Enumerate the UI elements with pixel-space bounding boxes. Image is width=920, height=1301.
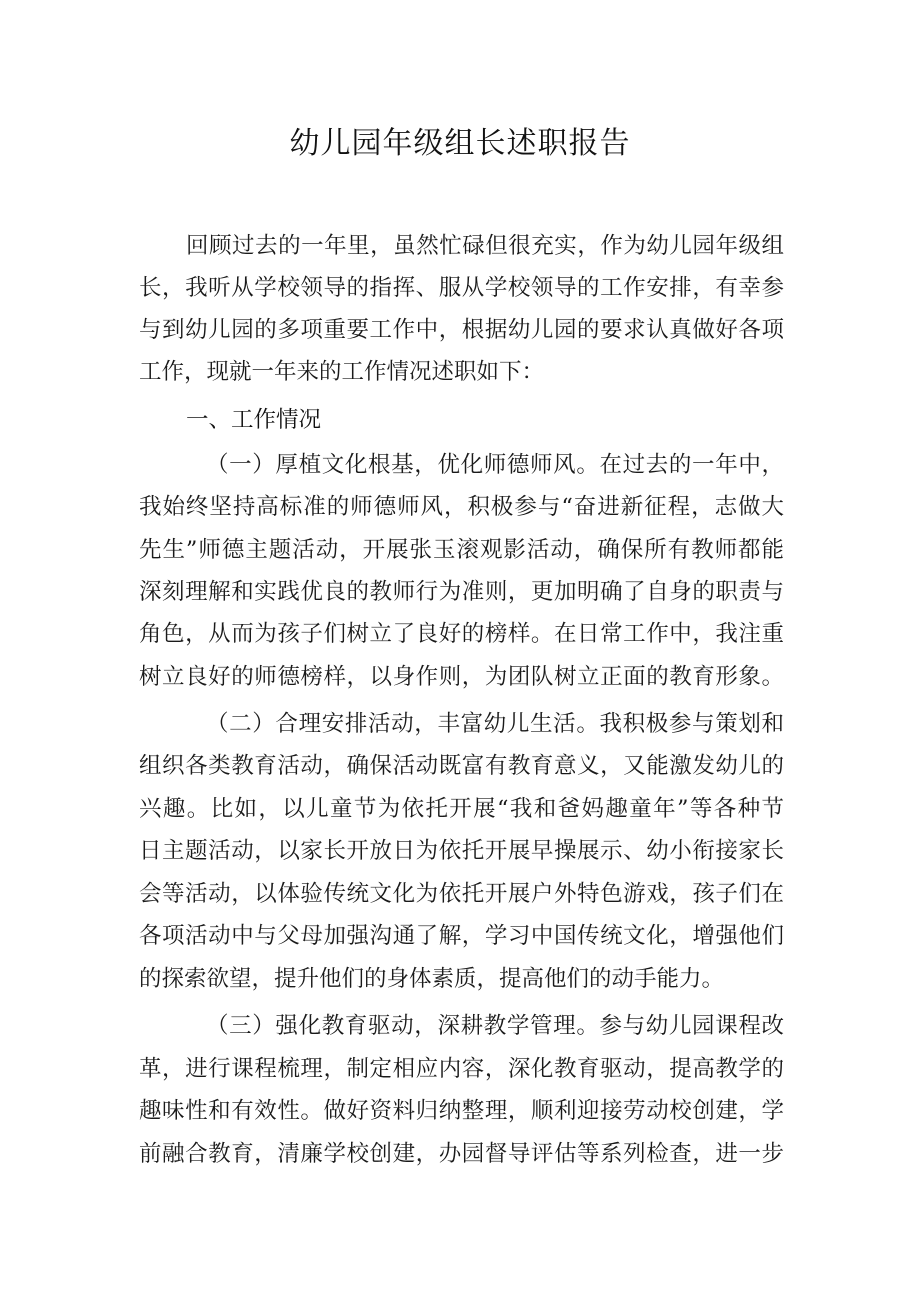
para2-line-3: 兴趣。比如，以儿童节为依托开展“我和爸妈趣童年”等各种节 bbox=[139, 796, 784, 822]
para3-line-4: 前融合教育，清廉学校创建，办园督导评估等系列检查，进一步 bbox=[139, 1141, 784, 1167]
document-title: 幼儿园年级组长述职报告 bbox=[289, 126, 631, 161]
intro-line-3: 与到幼儿园的多项重要工作中，根据幼儿园的要求认真做好各项 bbox=[139, 317, 784, 343]
intro-line-4: 工作，现就一年来的工作情况述职如下： bbox=[139, 359, 545, 385]
para2-line-2: 组织各类教育活动，确保活动既富有教育意义，又能激发幼儿的 bbox=[139, 753, 784, 779]
para1-line-1: （一）厚植文化根基，优化师德师风。在过去的一年中， bbox=[206, 452, 784, 478]
para1-line-6: 树立良好的师德榜样，以身作则，为团队树立正面的教育形象。 bbox=[139, 664, 784, 690]
section-heading: 一、工作情况 bbox=[186, 407, 322, 433]
para3-line-2: 革，进行课程梳理，制定相应内容，深化教育驱动，提高教学的 bbox=[139, 1056, 784, 1082]
para2-line-7: 的探索欲望，提升他们的身体素质，提高他们的动手能力。 bbox=[139, 966, 725, 992]
para1-line-5: 角色，从而为孩子们树立了良好的榜样。在日常工作中，我注重 bbox=[139, 621, 784, 647]
para3-line-1: （三）强化教育驱动，深耕教学管理。参与幼儿园课程改 bbox=[206, 1013, 784, 1039]
intro-line-2: 长，我听从学校领导的指挥、服从学校领导的工作安排，有幸参 bbox=[139, 275, 784, 301]
para3-line-3: 趣味性和有效性。做好资料归纳整理，顺利迎接劳动校创建，学 bbox=[139, 1098, 784, 1124]
para1-line-4: 深刻理解和实践优良的教师行为准则，更加明确了自身的职责与 bbox=[139, 579, 784, 605]
para2-line-6: 各项活动中与父母加强沟通了解，学习中国传统文化，增强他们 bbox=[139, 923, 784, 949]
para1-line-3: 先生”师德主题活动，开展张玉滚观影活动，确保所有教师都能 bbox=[139, 537, 784, 563]
para2-line-1: （二）合理安排活动，丰富幼儿生活。我积极参与策划和 bbox=[206, 711, 784, 737]
para1-line-2: 我始终坚持高标准的师德师风，积极参与“奋进新征程，志做大 bbox=[139, 494, 784, 520]
intro-line-1: 回顾过去的一年里，虽然忙碌但很充实，作为幼儿园年级组 bbox=[186, 233, 784, 259]
para2-line-4: 日主题活动，以家长开放日为依托开展早操展示、幼小衔接家长 bbox=[139, 838, 784, 864]
para2-line-5: 会等活动，以体验传统文化为依托开展户外特色游戏，孩子们在 bbox=[139, 881, 784, 907]
